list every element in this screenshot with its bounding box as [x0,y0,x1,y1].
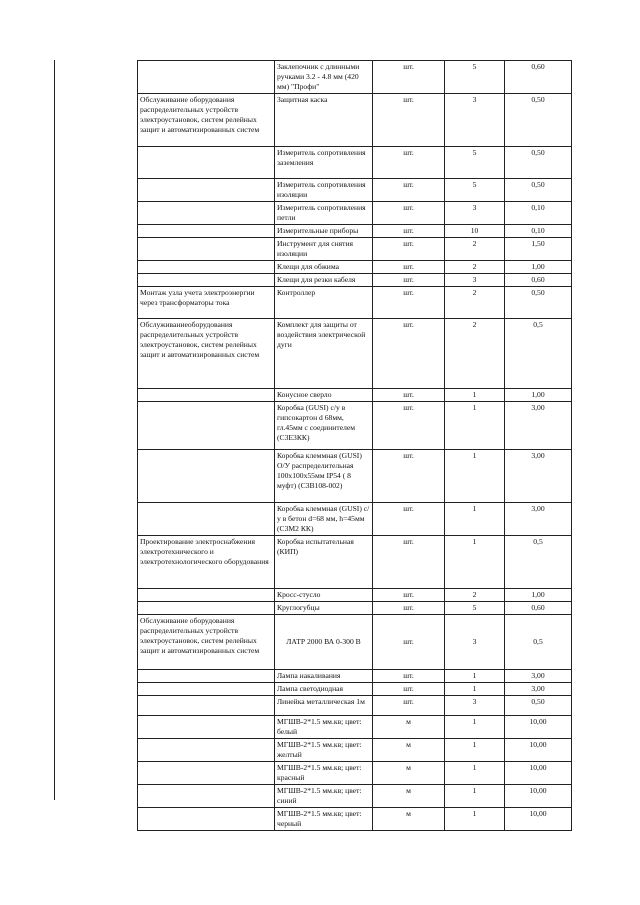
work-description-cell [138,402,275,450]
item-name-cell: Измеритель сопротивления изоляции [275,179,373,202]
item-name-cell: Коробка клеммная (GUSI) с/у в бетон d=68 мм, h=45мм (С3М2 КК) [275,503,373,536]
unit-cell: м [373,739,445,762]
quantity-cell: 5 [445,602,505,615]
coefficient-cell: 3,00 [505,670,572,683]
unit-cell: шт. [373,179,445,202]
item-name-cell: Комплект для защиты от воздействия электрической дуги [275,319,373,389]
work-description-cell [138,389,275,402]
unit-cell: шт. [373,147,445,179]
coefficient-cell: 10,00 [505,716,572,739]
quantity-cell: 10 [445,225,505,238]
unit-cell: шт. [373,238,445,261]
item-name-cell: Клещи для обжима [275,261,373,274]
unit-cell: шт. [373,602,445,615]
table-row [138,261,572,274]
coefficient-cell: 1,00 [505,261,572,274]
coefficient-cell: 0,60 [505,274,572,287]
table-row [138,762,572,785]
table-row [138,696,572,716]
quantity-cell: 1 [445,450,505,503]
quantity-cell: 5 [445,179,505,202]
quantity-cell: 1 [445,402,505,450]
item-name-cell: Измерительные приборы [275,225,373,238]
table-row [138,808,572,831]
item-name-cell: МГШВ-2*1.5 мм.кв; цвет: желтый [275,739,373,762]
item-name-cell: Лампа накаливания [275,670,373,683]
work-description-cell [138,785,275,808]
unit-cell: шт. [373,274,445,287]
quantity-cell: 1 [445,739,505,762]
item-name-cell: Кросс-стусло [275,589,373,602]
quantity-cell: 1 [445,808,505,831]
work-description-cell [138,762,275,785]
table-row [138,785,572,808]
table-row [138,739,572,762]
coefficient-cell: 0,50 [505,287,572,319]
work-description-cell: Обслуживание оборудования распределительных устройств электроустановок, систем релейных защит и автоматизированных систем [138,94,275,147]
table-row [138,94,572,147]
work-description-cell: Обслуживаниеоборудования распределительных устройств электроустановок, систем релейных защит и автоматизированных систем [138,319,275,389]
unit-cell: шт. [373,389,445,402]
coefficient-cell: 1,00 [505,589,572,602]
item-name-cell: МГШВ-2*1.5 мм.кв; цвет: красный [275,762,373,785]
equipment-table-body [138,61,572,831]
quantity-cell: 3 [445,696,505,716]
coefficient-cell: 3,00 [505,503,572,536]
table-row [138,202,572,225]
table-row [138,319,572,389]
table-row [138,147,572,179]
work-description-cell [138,450,275,503]
quantity-cell: 2 [445,238,505,261]
table-row [138,716,572,739]
coefficient-cell: 1,50 [505,238,572,261]
work-description-cell [138,808,275,831]
item-name-cell: ЛАТР 2000 ВА 0-300 В [275,615,373,670]
work-description-cell [138,274,275,287]
page-margin-line [54,60,55,800]
work-description-cell [138,503,275,536]
table-row [138,61,572,94]
quantity-cell: 1 [445,683,505,696]
table-row [138,287,572,319]
work-description-cell [138,670,275,683]
table-row [138,589,572,602]
item-name-cell: Коробка клеммная (GUSI) О/У распределительная 100х100х55мм IP54 ( 8 муфт) (С3В108-002) [275,450,373,503]
coefficient-cell: 0,50 [505,696,572,716]
unit-cell: шт. [373,683,445,696]
quantity-cell: 1 [445,670,505,683]
coefficient-cell: 0,5 [505,536,572,589]
table-row [138,225,572,238]
work-description-cell [138,225,275,238]
coefficient-cell: 3,00 [505,683,572,696]
quantity-cell: 2 [445,589,505,602]
unit-cell: шт. [373,319,445,389]
coefficient-cell: 0,5 [505,319,572,389]
item-name-cell: МГШВ-2*1.5 мм.кв; цвет: синий [275,785,373,808]
item-name-cell: Коробка (GUSI) с/у в гипсокартон d 68мм, гл.45мм с соединителем (С3Е3КК) [275,402,373,450]
item-name-cell: МГШВ-2*1.5 мм.кв; цвет: черный [275,808,373,831]
quantity-cell: 3 [445,94,505,147]
unit-cell: шт. [373,94,445,147]
quantity-cell: 3 [445,615,505,670]
quantity-cell: 3 [445,202,505,225]
item-name-cell: Защитная каска [275,94,373,147]
item-name-cell: Инструмент для снятия изоляции [275,238,373,261]
quantity-cell: 1 [445,389,505,402]
table-row [138,238,572,261]
work-description-cell [138,602,275,615]
work-description-cell [138,147,275,179]
coefficient-cell: 0,50 [505,94,572,147]
item-name-cell: Контроллер [275,287,373,319]
work-description-cell [138,589,275,602]
work-description-cell [138,179,275,202]
quantity-cell: 2 [445,319,505,389]
unit-cell: шт. [373,589,445,602]
unit-cell: шт. [373,536,445,589]
coefficient-cell: 0,50 [505,147,572,179]
work-description-cell [138,61,275,94]
table-row [138,683,572,696]
table-row [138,402,572,450]
item-name-cell: Коробка испытательная (КИП) [275,536,373,589]
unit-cell: м [373,716,445,739]
table-row [138,670,572,683]
work-description-cell [138,261,275,274]
coefficient-cell: 0,50 [505,179,572,202]
table-row [138,615,572,670]
coefficient-cell: 10,00 [505,762,572,785]
unit-cell: шт. [373,402,445,450]
item-name-cell: Линейка металлическая 1м [275,696,373,716]
item-name-cell: Клещи для резки кабеля [275,274,373,287]
work-description-cell: Монтаж узла учета электроэнергии через трансформаторы тока [138,287,275,319]
work-description-cell [138,716,275,739]
quantity-cell: 5 [445,61,505,94]
quantity-cell: 3 [445,274,505,287]
work-description-cell [138,696,275,716]
work-description-cell [138,683,275,696]
unit-cell: шт. [373,450,445,503]
item-name-cell: Измеритель сопротивления заземления [275,147,373,179]
quantity-cell: 2 [445,287,505,319]
coefficient-cell: 0,10 [505,202,572,225]
unit-cell: шт. [373,670,445,683]
table-row [138,602,572,615]
equipment-table [137,60,572,831]
quantity-cell: 1 [445,785,505,808]
work-description-cell: Проектирование электроснабжения электротехнического и электротехнологического оборудования [138,536,275,589]
coefficient-cell: 0,60 [505,61,572,94]
item-name-cell: Лампа светодиодная [275,683,373,696]
unit-cell: шт. [373,61,445,94]
work-description-cell: Обслуживание оборудования распределительных устройств электроустановок, систем релейных защит и автоматизированных систем [138,615,275,670]
unit-cell: шт. [373,696,445,716]
coefficient-cell: 0,60 [505,602,572,615]
item-name-cell: Заклепочник с длинными ручками 3.2 - 4.8 мм (420 мм) "Профи" [275,61,373,94]
coefficient-cell: 1,00 [505,389,572,402]
coefficient-cell: 0,10 [505,225,572,238]
work-description-cell [138,739,275,762]
item-name-cell: Круглогубцы [275,602,373,615]
unit-cell: м [373,808,445,831]
work-description-cell [138,202,275,225]
unit-cell: м [373,762,445,785]
unit-cell: шт. [373,261,445,274]
work-description-cell [138,238,275,261]
coefficient-cell: 10,00 [505,785,572,808]
unit-cell: шт. [373,615,445,670]
quantity-cell: 5 [445,147,505,179]
coefficient-cell: 10,00 [505,739,572,762]
coefficient-cell: 3,00 [505,402,572,450]
unit-cell: шт. [373,202,445,225]
quantity-cell: 1 [445,536,505,589]
unit-cell: шт. [373,225,445,238]
coefficient-cell: 10,00 [505,808,572,831]
coefficient-cell: 3,00 [505,450,572,503]
item-name-cell: Измеритель сопротивления петли [275,202,373,225]
table-row [138,450,572,503]
quantity-cell: 1 [445,503,505,536]
quantity-cell: 1 [445,716,505,739]
unit-cell: шт. [373,287,445,319]
table-row [138,179,572,202]
quantity-cell: 1 [445,762,505,785]
item-name-cell: МГШВ-2*1.5 мм.кв; цвет: белый [275,716,373,739]
item-name-cell: Конусное сверло [275,389,373,402]
table-row [138,274,572,287]
quantity-cell: 2 [445,261,505,274]
unit-cell: м [373,785,445,808]
table-row [138,503,572,536]
unit-cell: шт. [373,503,445,536]
coefficient-cell: 0,5 [505,615,572,670]
table-row [138,536,572,589]
table-row [138,389,572,402]
